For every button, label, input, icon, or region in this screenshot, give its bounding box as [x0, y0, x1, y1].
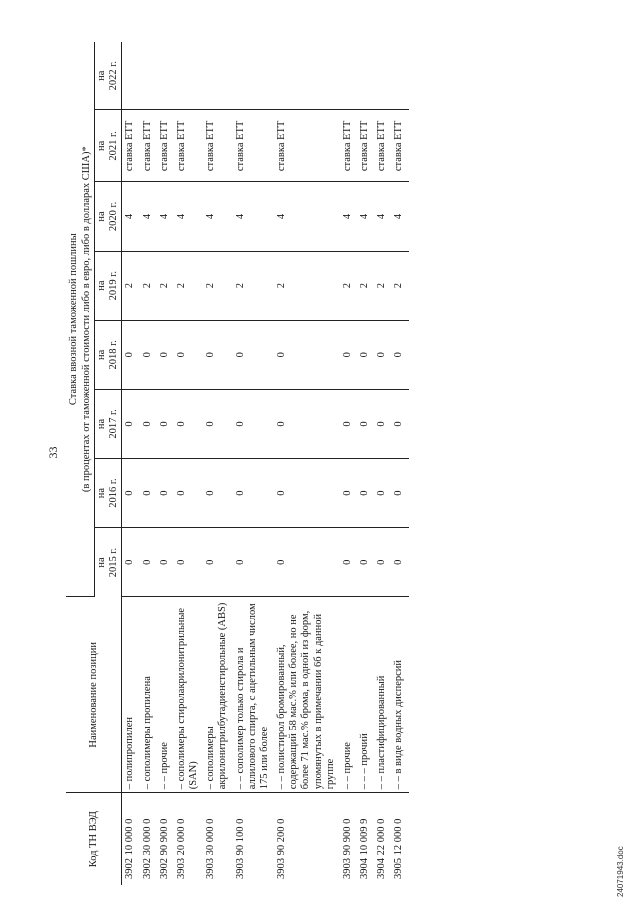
- rate-cell: 0: [374, 459, 391, 528]
- name-column-header: Наименование позиции: [66, 597, 122, 793]
- year-prefix: на: [96, 487, 108, 499]
- year-value: 2018 г.: [108, 340, 120, 370]
- rate-cell: 4: [157, 182, 174, 251]
- position-name: – – прочие: [157, 597, 174, 793]
- rate-cell: [374, 42, 391, 110]
- year-value: 2022 г.: [108, 61, 120, 91]
- rate-cell: 4: [233, 182, 275, 251]
- rate-cell: 0: [140, 320, 157, 389]
- rate-cell: 0: [391, 459, 408, 528]
- year-value: 2019 г.: [108, 270, 120, 301]
- rate-cell: [391, 42, 408, 110]
- table-row: [274, 42, 340, 885]
- year-prefix: на: [96, 211, 108, 222]
- year-prefix: на: [96, 280, 108, 291]
- rate-cell: 0: [174, 459, 203, 528]
- position-name: – – прочие: [340, 597, 357, 793]
- rate-cell: 0: [122, 528, 140, 597]
- rate-cell: 0: [374, 389, 391, 458]
- rate-cell: 4: [340, 182, 357, 251]
- tn-ved-code: 3902 10 000 0: [124, 818, 136, 879]
- year-prefix: на: [96, 349, 108, 360]
- table-row: [140, 42, 157, 885]
- rate-cell: [357, 42, 374, 110]
- tn-ved-code: 3904 10 009 9: [359, 818, 371, 879]
- table-row: [157, 42, 174, 885]
- rate-cell: 2: [340, 251, 357, 320]
- rate-cell: 2: [122, 251, 140, 320]
- rate-cell: [157, 42, 174, 110]
- year-header: [95, 320, 122, 389]
- rate-cell: 0: [140, 459, 157, 528]
- rate-cell: 0: [122, 459, 140, 528]
- rate-cell: 4: [357, 182, 374, 251]
- year-value: 2015 г.: [108, 547, 120, 578]
- rate-cell: 0: [157, 320, 174, 389]
- rate-cell: ставка ЕТТ: [233, 110, 275, 182]
- year-header: [95, 182, 122, 251]
- rate-cell: 4: [174, 182, 203, 251]
- position-name: – – в виде водных дисперсий: [391, 597, 408, 793]
- rate-cell: 0: [340, 389, 357, 458]
- rate-group-header: [66, 42, 95, 597]
- rate-cell: 0: [174, 528, 203, 597]
- rate-cell: ставка ЕТТ: [374, 110, 391, 182]
- rate-cell: 0: [340, 320, 357, 389]
- rate-cell: 0: [357, 320, 374, 389]
- rate-cell: 0: [233, 389, 275, 458]
- rate-cell: 0: [203, 459, 232, 528]
- rate-cell: 0: [374, 320, 391, 389]
- rate-cell: 2: [203, 251, 232, 320]
- rate-cell: 4: [274, 182, 340, 251]
- table-row: [357, 42, 374, 885]
- position-name: – сополимеры акрилонитрилбутадиенстирольные (ABS): [203, 597, 232, 793]
- year-value: 2020 г.: [108, 201, 120, 232]
- position-name: – – полистирол бромированный, содержащий 58 мас.% или более, но не более 71 мас.% брома, в одной из форм, упомянутых в примечании 6б к данной группе: [274, 597, 340, 793]
- rate-cell: 4: [140, 182, 157, 251]
- rate-cell: 0: [157, 459, 174, 528]
- tn-ved-code: 3903 30 000 0: [205, 818, 217, 879]
- year-prefix: на: [96, 418, 108, 430]
- rate-cell: 0: [340, 528, 357, 597]
- rate-cell: 0: [357, 459, 374, 528]
- table-row: [374, 42, 391, 885]
- rate-cell: 0: [340, 459, 357, 528]
- tn-ved-code: 3904 22 000 0: [376, 818, 388, 879]
- rate-cell: ставка ЕТТ: [274, 110, 340, 182]
- rate-cell: 2: [157, 251, 174, 320]
- year-header: [95, 389, 122, 458]
- year-header: [95, 528, 122, 597]
- year-prefix: на: [96, 557, 108, 568]
- rate-cell: 0: [274, 528, 340, 597]
- rate-cell: 0: [233, 459, 275, 528]
- tn-ved-code: 3903 90 100 0: [234, 818, 246, 879]
- position-name: – сополимеры пропилена: [140, 597, 157, 793]
- rate-cell: 0: [391, 320, 408, 389]
- table-body: [122, 42, 409, 885]
- year-value: 2021 г.: [108, 131, 120, 161]
- year-header: [95, 459, 122, 528]
- rate-cell: 0: [391, 528, 408, 597]
- rate-cell: [140, 42, 157, 110]
- year-value: 2016 г.: [108, 478, 120, 508]
- year-header: [95, 110, 122, 182]
- rate-header-subtitle: (в процентах от таможенной стоимости либо в евро, либо в долларах США)*: [81, 146, 93, 493]
- rate-cell: 0: [203, 320, 232, 389]
- rate-cell: 0: [391, 389, 408, 458]
- rate-cell: ставка ЕТТ: [174, 110, 203, 182]
- tn-ved-code: 3903 20 000 0: [175, 818, 187, 879]
- year-header: [95, 251, 122, 320]
- rate-cell: ставка ЕТТ: [203, 110, 232, 182]
- rate-cell: 0: [157, 389, 174, 458]
- rate-cell: [122, 42, 140, 110]
- rate-cell: 2: [357, 251, 374, 320]
- rate-cell: 0: [357, 528, 374, 597]
- tariff-table: [66, 42, 409, 885]
- rate-cell: ставка ЕТТ: [140, 110, 157, 182]
- rate-cell: 2: [274, 251, 340, 320]
- table-row: [233, 42, 275, 885]
- rate-cell: 0: [374, 528, 391, 597]
- rate-cell: 0: [203, 389, 232, 458]
- rate-cell: 0: [274, 459, 340, 528]
- table-row: [391, 42, 408, 885]
- rate-cell: 0: [140, 528, 157, 597]
- table-row: [174, 42, 203, 885]
- rate-cell: ставка ЕТТ: [340, 110, 357, 182]
- rate-cell: 2: [233, 251, 275, 320]
- rate-cell: 4: [391, 182, 408, 251]
- rate-cell: [274, 42, 340, 110]
- table-row: [122, 42, 140, 885]
- year-header: [95, 42, 122, 110]
- rate-cell: 2: [374, 251, 391, 320]
- rate-cell: 4: [374, 182, 391, 251]
- rate-cell: 0: [274, 320, 340, 389]
- position-name: – полипропилен: [122, 597, 140, 793]
- rate-cell: 0: [174, 389, 203, 458]
- rate-cell: 0: [174, 320, 203, 389]
- tn-ved-code: 3903 90 900 0: [341, 818, 353, 879]
- rate-cell: 0: [157, 528, 174, 597]
- tn-ved-code: 3902 90 900 0: [158, 818, 170, 879]
- year-prefix: на: [96, 70, 108, 81]
- rate-cell: 0: [274, 389, 340, 458]
- position-name: – – – прочий: [357, 597, 374, 793]
- code-column-header: Код ТН ВЭД: [66, 793, 122, 885]
- rate-cell: 0: [233, 528, 275, 597]
- rate-cell: 0: [140, 389, 157, 458]
- footer-filename: 24071943.doc: [616, 846, 625, 897]
- year-prefix: на: [96, 140, 108, 152]
- rate-cell: [233, 42, 275, 110]
- rate-cell: ставка ЕТТ: [122, 110, 140, 182]
- rate-cell: ставка ЕТТ: [357, 110, 374, 182]
- year-value: 2017 г.: [108, 409, 120, 439]
- rate-header-title: Ставка ввозной таможенной пошлины: [68, 233, 79, 406]
- rate-cell: 0: [203, 528, 232, 597]
- rate-cell: 4: [203, 182, 232, 251]
- table-header: [66, 42, 122, 885]
- position-name: – – пластифицированный: [374, 597, 391, 793]
- position-name: – сополимеры стиролакрилонитрильные (SAN): [174, 597, 203, 793]
- rate-cell: ставка ЕТТ: [157, 110, 174, 182]
- rate-cell: ставка ЕТТ: [391, 110, 408, 182]
- rate-cell: [340, 42, 357, 110]
- page-number: 33: [46, 446, 60, 459]
- table-row: [340, 42, 357, 885]
- rate-cell: 0: [357, 389, 374, 458]
- table-row: [203, 42, 232, 885]
- rate-cell: 0: [122, 389, 140, 458]
- rate-cell: 2: [140, 251, 157, 320]
- rate-cell: 2: [391, 251, 408, 320]
- rate-cell: [174, 42, 203, 110]
- position-name: – – сополимер только стирола и аллилового спирта, с ацетильным числом 175 или более: [233, 597, 275, 793]
- rate-cell: 0: [122, 320, 140, 389]
- tn-ved-code: 3905 12 000 0: [393, 818, 405, 879]
- rate-cell: 2: [174, 251, 203, 320]
- rate-cell: 4: [122, 182, 140, 251]
- tn-ved-code: 3902 30 000 0: [141, 818, 153, 879]
- rate-cell: [203, 42, 232, 110]
- rate-cell: 0: [233, 320, 275, 389]
- tn-ved-code: 3903 90 200 0: [276, 818, 288, 879]
